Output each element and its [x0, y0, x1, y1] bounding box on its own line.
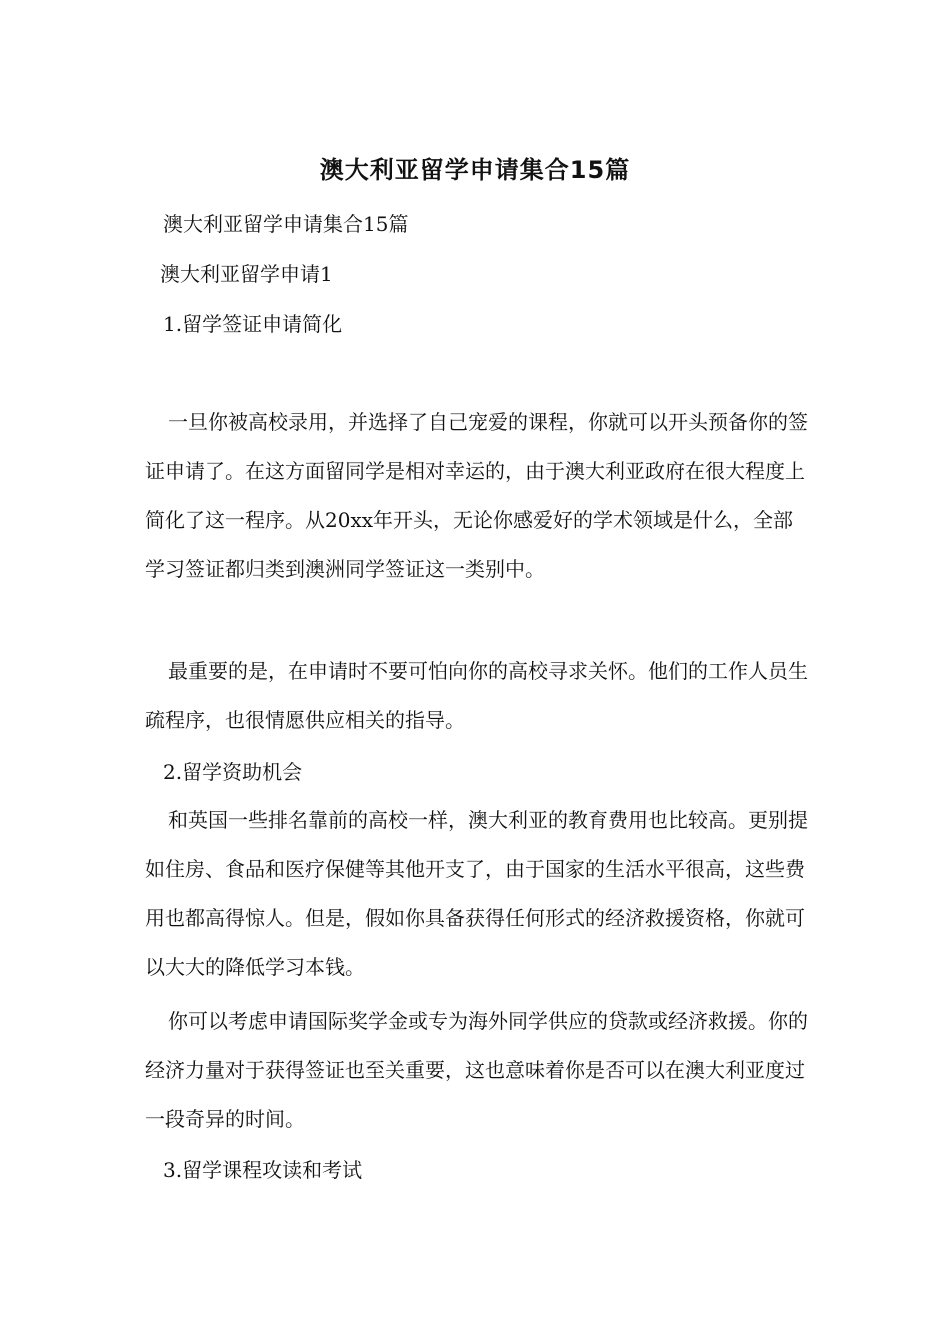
document-subtitle: 澳大利亚留学申请集合15篇 — [163, 212, 409, 236]
paragraph-costs: 和英国一些排名靠前的高校一样，澳大利亚的教育费用也比较高。更别提如住房、食品和医疗保健等其他开支了，由于国家的生活水平很高，这些费用也都高得惊人。但是，假如你具备获得任何形式的经济救援资格，你就可以大大的降低学习本钱。 — [145, 808, 808, 979]
section-heading: 澳大利亚留学申请1 — [160, 262, 333, 286]
paragraph-visa: 一旦你被高校录用，并选择了自己宠爱的课程，你就可以开头预备你的签证申请了。在这方面留同学是相对幸运的，由于澳大利亚政府在很大程度上简化了这一程序。从20xx年开头，无论你感爱好的学术领域是什么，全部学习签证都归类到澳洲同学签证这一类别中。 — [145, 410, 808, 581]
heading-funding-opportunities: 2.留学资助机会 — [163, 760, 303, 784]
heading-courses-exams: 3.留学课程攻读和考试 — [163, 1158, 363, 1182]
heading-visa-simplification: 1.留学签证申请简化 — [163, 312, 343, 336]
paragraph-ask-university: 最重要的是，在申请时不要可怕向你的高校寻求关怀。他们的工作人员生疏程序，也很情愿供应相关的指导。 — [145, 659, 808, 732]
document-title: 澳大利亚留学申请集合15篇 — [319, 156, 631, 184]
paragraph-scholarships: 你可以考虑申请国际奖学金或专为海外同学供应的贷款或经济救援。你的经济力量对于获得签证也至关重要，这也意味着你是否可以在澳大利亚度过一段奇异的时间。 — [145, 1009, 808, 1131]
